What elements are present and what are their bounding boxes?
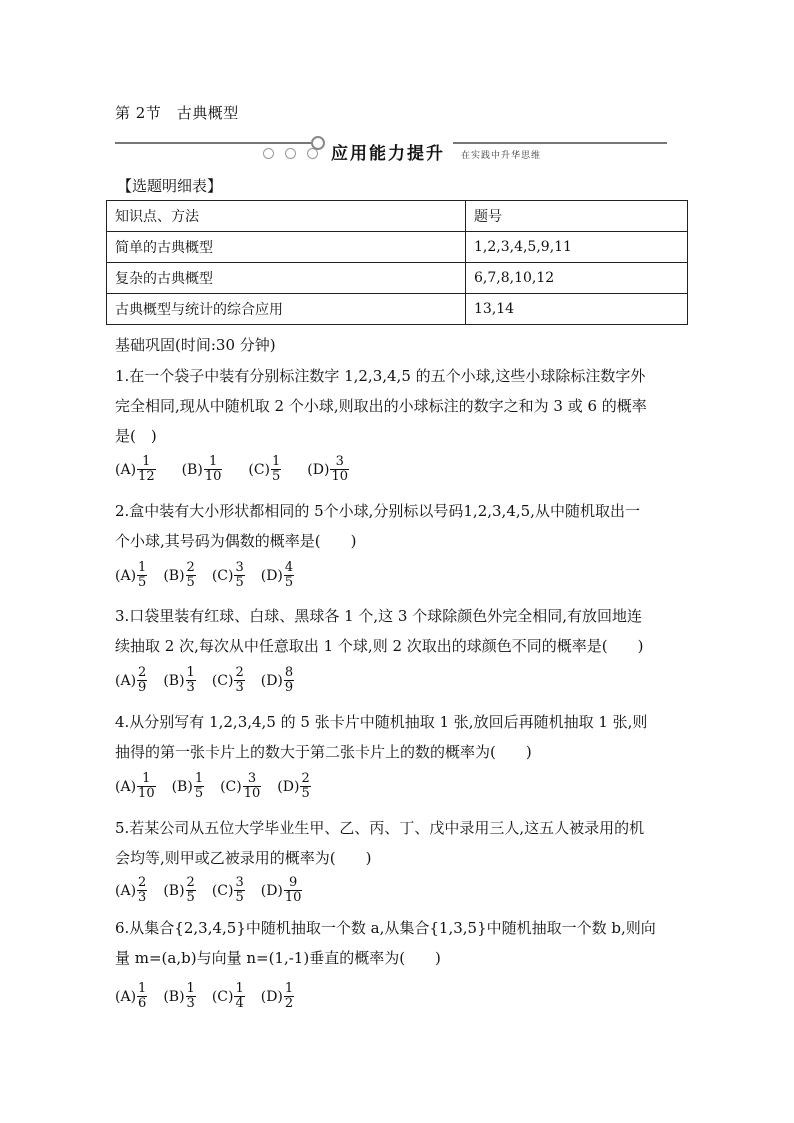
fraction — [243, 772, 262, 801]
question-line: 续抽取 2 次,每次从中任意取出 1 个球,则 2 次取出的球颜色不同的概率是( ) — [115, 637, 644, 655]
numerator: 2 — [186, 560, 195, 575]
denominator: 10 — [243, 786, 261, 801]
basic-heading: 基础巩固(时间:30 分钟) — [115, 336, 276, 354]
numerator: 1 — [186, 981, 195, 996]
section-title: 第 2节 古典概型 — [115, 104, 239, 122]
denominator: 9 — [284, 680, 294, 695]
option-label: (D) — [307, 461, 330, 478]
table-cell: 1,2,3,4,5,9,11 — [466, 232, 688, 263]
numerator: 1 — [138, 560, 147, 575]
option-label: (A) — [115, 988, 137, 1005]
option-b — [163, 561, 196, 590]
question-line: 会均等,则甲或乙被录用的概率为( ) — [115, 849, 372, 867]
fraction — [137, 772, 156, 801]
numerator: 3 — [235, 875, 244, 890]
option-a — [115, 772, 156, 801]
option-c — [212, 876, 245, 905]
option-a — [115, 455, 156, 484]
option-label: (B) — [163, 567, 185, 584]
question-line: 完全相同,现从中随机取 2 个小球,则取出的小球标注的数字之和为 3 或 6 的概率 — [115, 397, 647, 415]
denominator: 5 — [235, 890, 244, 905]
fraction — [234, 666, 244, 695]
denominator: 5 — [194, 786, 204, 801]
table-row — [107, 263, 688, 294]
fraction — [284, 561, 294, 590]
option-label: (A) — [115, 778, 137, 795]
options-6 — [115, 982, 294, 1011]
option-c — [212, 982, 245, 1011]
denominator: 5 — [186, 890, 195, 905]
option-b — [182, 455, 223, 484]
banner-subtitle: 在实践中升华思维 — [461, 151, 542, 161]
fraction — [271, 455, 281, 484]
option-label: (B) — [171, 778, 193, 795]
option-label: (A) — [115, 672, 137, 689]
numerator: 2 — [235, 665, 244, 680]
banner-dot-icon — [285, 148, 296, 159]
denominator: 10 — [204, 469, 222, 484]
question-line: 2.盒中装有大小形状都相同的 5个小球,分别标以号码1,2,3,4,5,从中随机取出一 — [115, 502, 640, 520]
banner-dot-icon — [263, 148, 274, 159]
option-b — [163, 982, 196, 1011]
question-line: 4.从分别写有 1,2,3,4,5 的 5 张卡片中随机抽取 1 张,放回后再随机抽取 1 张,则 — [115, 713, 648, 731]
question-line: 个小球,其号码为偶数的概率是( ) — [115, 532, 357, 550]
numerator: 3 — [247, 771, 257, 786]
denominator: 10 — [138, 786, 155, 801]
question-line: 抽得的第一张卡片上的数大于第二张卡片上的数的概率为( ) — [115, 743, 532, 761]
banner — [115, 136, 667, 166]
options-3 — [115, 666, 294, 695]
denominator: 3 — [186, 680, 195, 695]
numerator: 2 — [301, 771, 310, 786]
numerator: 1 — [142, 454, 151, 469]
banner-rule-left — [115, 142, 320, 144]
option-b — [172, 772, 205, 801]
denominator: 10 — [284, 890, 302, 905]
option-d — [261, 876, 303, 905]
option-label: (C) — [211, 567, 234, 584]
option-label: (C) — [211, 672, 234, 689]
denominator: 9 — [138, 680, 147, 695]
option-label: (B) — [163, 882, 185, 899]
option-d — [261, 666, 294, 695]
option-label: (B) — [181, 461, 203, 478]
denominator: 5 — [235, 575, 244, 590]
option-label: (C) — [248, 461, 270, 478]
denominator: 12 — [138, 469, 155, 484]
table-cell: 6,7,8,10,12 — [466, 263, 688, 294]
fraction — [186, 666, 196, 695]
options-5 — [115, 876, 302, 905]
option-label: (D) — [260, 988, 283, 1005]
fraction — [186, 561, 196, 590]
numerator: 1 — [235, 981, 244, 996]
denominator: 6 — [138, 996, 147, 1011]
option-label: (A) — [115, 567, 137, 584]
fraction — [137, 666, 147, 695]
denominator: 5 — [138, 575, 147, 590]
options-4 — [115, 772, 311, 801]
option-label: (B) — [163, 988, 185, 1005]
fraction — [284, 666, 294, 695]
numerator: 1 — [284, 981, 294, 996]
numerator: 4 — [284, 560, 294, 575]
option-a — [115, 561, 147, 590]
numerator: 2 — [186, 875, 195, 890]
banner-title: 应用能力提升 — [331, 144, 445, 164]
numerator: 1 — [272, 454, 281, 469]
question-line: 3.口袋里装有红球、白球、黑球各 1 个,这 3 个球除颜色外完全相同,有放回地连 — [115, 607, 643, 625]
fraction — [234, 561, 244, 590]
fraction — [137, 455, 156, 484]
question-4 — [115, 707, 687, 767]
numerator: 1 — [142, 771, 151, 786]
denominator: 10 — [331, 469, 348, 484]
denominator: 2 — [284, 996, 294, 1011]
denominator: 5 — [272, 469, 281, 484]
numerator: 2 — [138, 875, 147, 890]
fraction — [234, 876, 244, 905]
fraction — [300, 772, 310, 801]
option-label: (C) — [211, 988, 234, 1005]
fraction — [284, 876, 303, 905]
option-label: (A) — [115, 882, 137, 899]
table-header-cell: 题号 — [466, 201, 688, 232]
banner-ring-icon — [311, 136, 325, 150]
option-a — [115, 982, 147, 1011]
question-line: 5.若某公司从五位大学毕业生甲、乙、丙、丁、戊中录用三人,这五人被录用的机 — [115, 819, 645, 837]
option-label: (D) — [277, 778, 300, 795]
numerator: 1 — [186, 665, 195, 680]
options-1 — [115, 455, 349, 484]
numerator: 1 — [208, 454, 218, 469]
option-c — [220, 772, 261, 801]
table-cell: 古典概型与统计的综合应用 — [107, 294, 466, 325]
option-c — [212, 666, 245, 695]
denominator: 3 — [138, 890, 147, 905]
question-6 — [115, 913, 687, 973]
denominator: 3 — [235, 680, 244, 695]
numerator: 1 — [194, 771, 204, 786]
banner-rule-right — [453, 142, 667, 144]
denominator: 3 — [186, 996, 195, 1011]
option-label: (D) — [260, 672, 283, 689]
numerator: 2 — [138, 665, 147, 680]
option-d — [261, 982, 294, 1011]
numerator: 3 — [335, 454, 344, 469]
table-header-cell: 知识点、方法 — [107, 201, 466, 232]
question-line: 量 m=(a,b)与向量 n=(1,-1)垂直的概率为( ) — [115, 949, 441, 967]
option-c — [248, 455, 281, 484]
topic-table — [106, 200, 688, 325]
option-a — [115, 876, 147, 905]
numerator: 8 — [284, 665, 294, 680]
denominator: 4 — [235, 996, 244, 1011]
fraction — [330, 455, 349, 484]
question-3 — [115, 601, 687, 661]
option-label: (D) — [260, 567, 283, 584]
option-label: (A) — [115, 461, 137, 478]
option-label: (D) — [260, 882, 283, 899]
fraction — [204, 455, 223, 484]
option-c — [212, 561, 245, 590]
denominator: 5 — [186, 575, 195, 590]
option-d — [261, 561, 294, 590]
table-cell: 复杂的古典概型 — [107, 263, 466, 294]
denominator: 5 — [301, 786, 310, 801]
option-label: (C) — [211, 882, 234, 899]
table-row — [107, 294, 688, 325]
option-a — [115, 666, 147, 695]
option-b — [163, 876, 196, 905]
table-header-row — [107, 201, 688, 232]
table-row — [107, 232, 688, 263]
fraction — [284, 982, 294, 1011]
table-heading: 【选题明细表】 — [117, 177, 223, 195]
fraction — [137, 561, 147, 590]
numerator: 3 — [235, 560, 244, 575]
question-line: 是( ) — [115, 427, 157, 445]
fraction — [137, 876, 147, 905]
denominator: 5 — [284, 575, 294, 590]
fraction — [194, 772, 204, 801]
option-label: (B) — [163, 672, 185, 689]
option-d — [277, 772, 310, 801]
question-line: 1.在一个袋子中装有分别标注数字 1,2,3,4,5 的五个小球,这些小球除标注数字外 — [115, 367, 646, 385]
table-cell: 简单的古典概型 — [107, 232, 466, 263]
numerator: 1 — [138, 981, 147, 996]
fraction — [186, 982, 196, 1011]
question-2 — [115, 496, 687, 556]
fraction — [137, 982, 147, 1011]
option-label: (C) — [220, 778, 242, 795]
fraction — [186, 876, 196, 905]
numerator: 9 — [289, 875, 298, 890]
option-d — [307, 455, 349, 484]
option-b — [163, 666, 196, 695]
table-cell: 13,14 — [466, 294, 688, 325]
fraction — [234, 982, 244, 1011]
question-line: 6.从集合{2,3,4,5}中随机抽取一个数 a,从集合{1,3,5}中随机抽取一个数 b,则向 — [115, 919, 656, 937]
question-1 — [115, 361, 687, 451]
options-2 — [115, 561, 294, 590]
question-5 — [115, 813, 687, 873]
